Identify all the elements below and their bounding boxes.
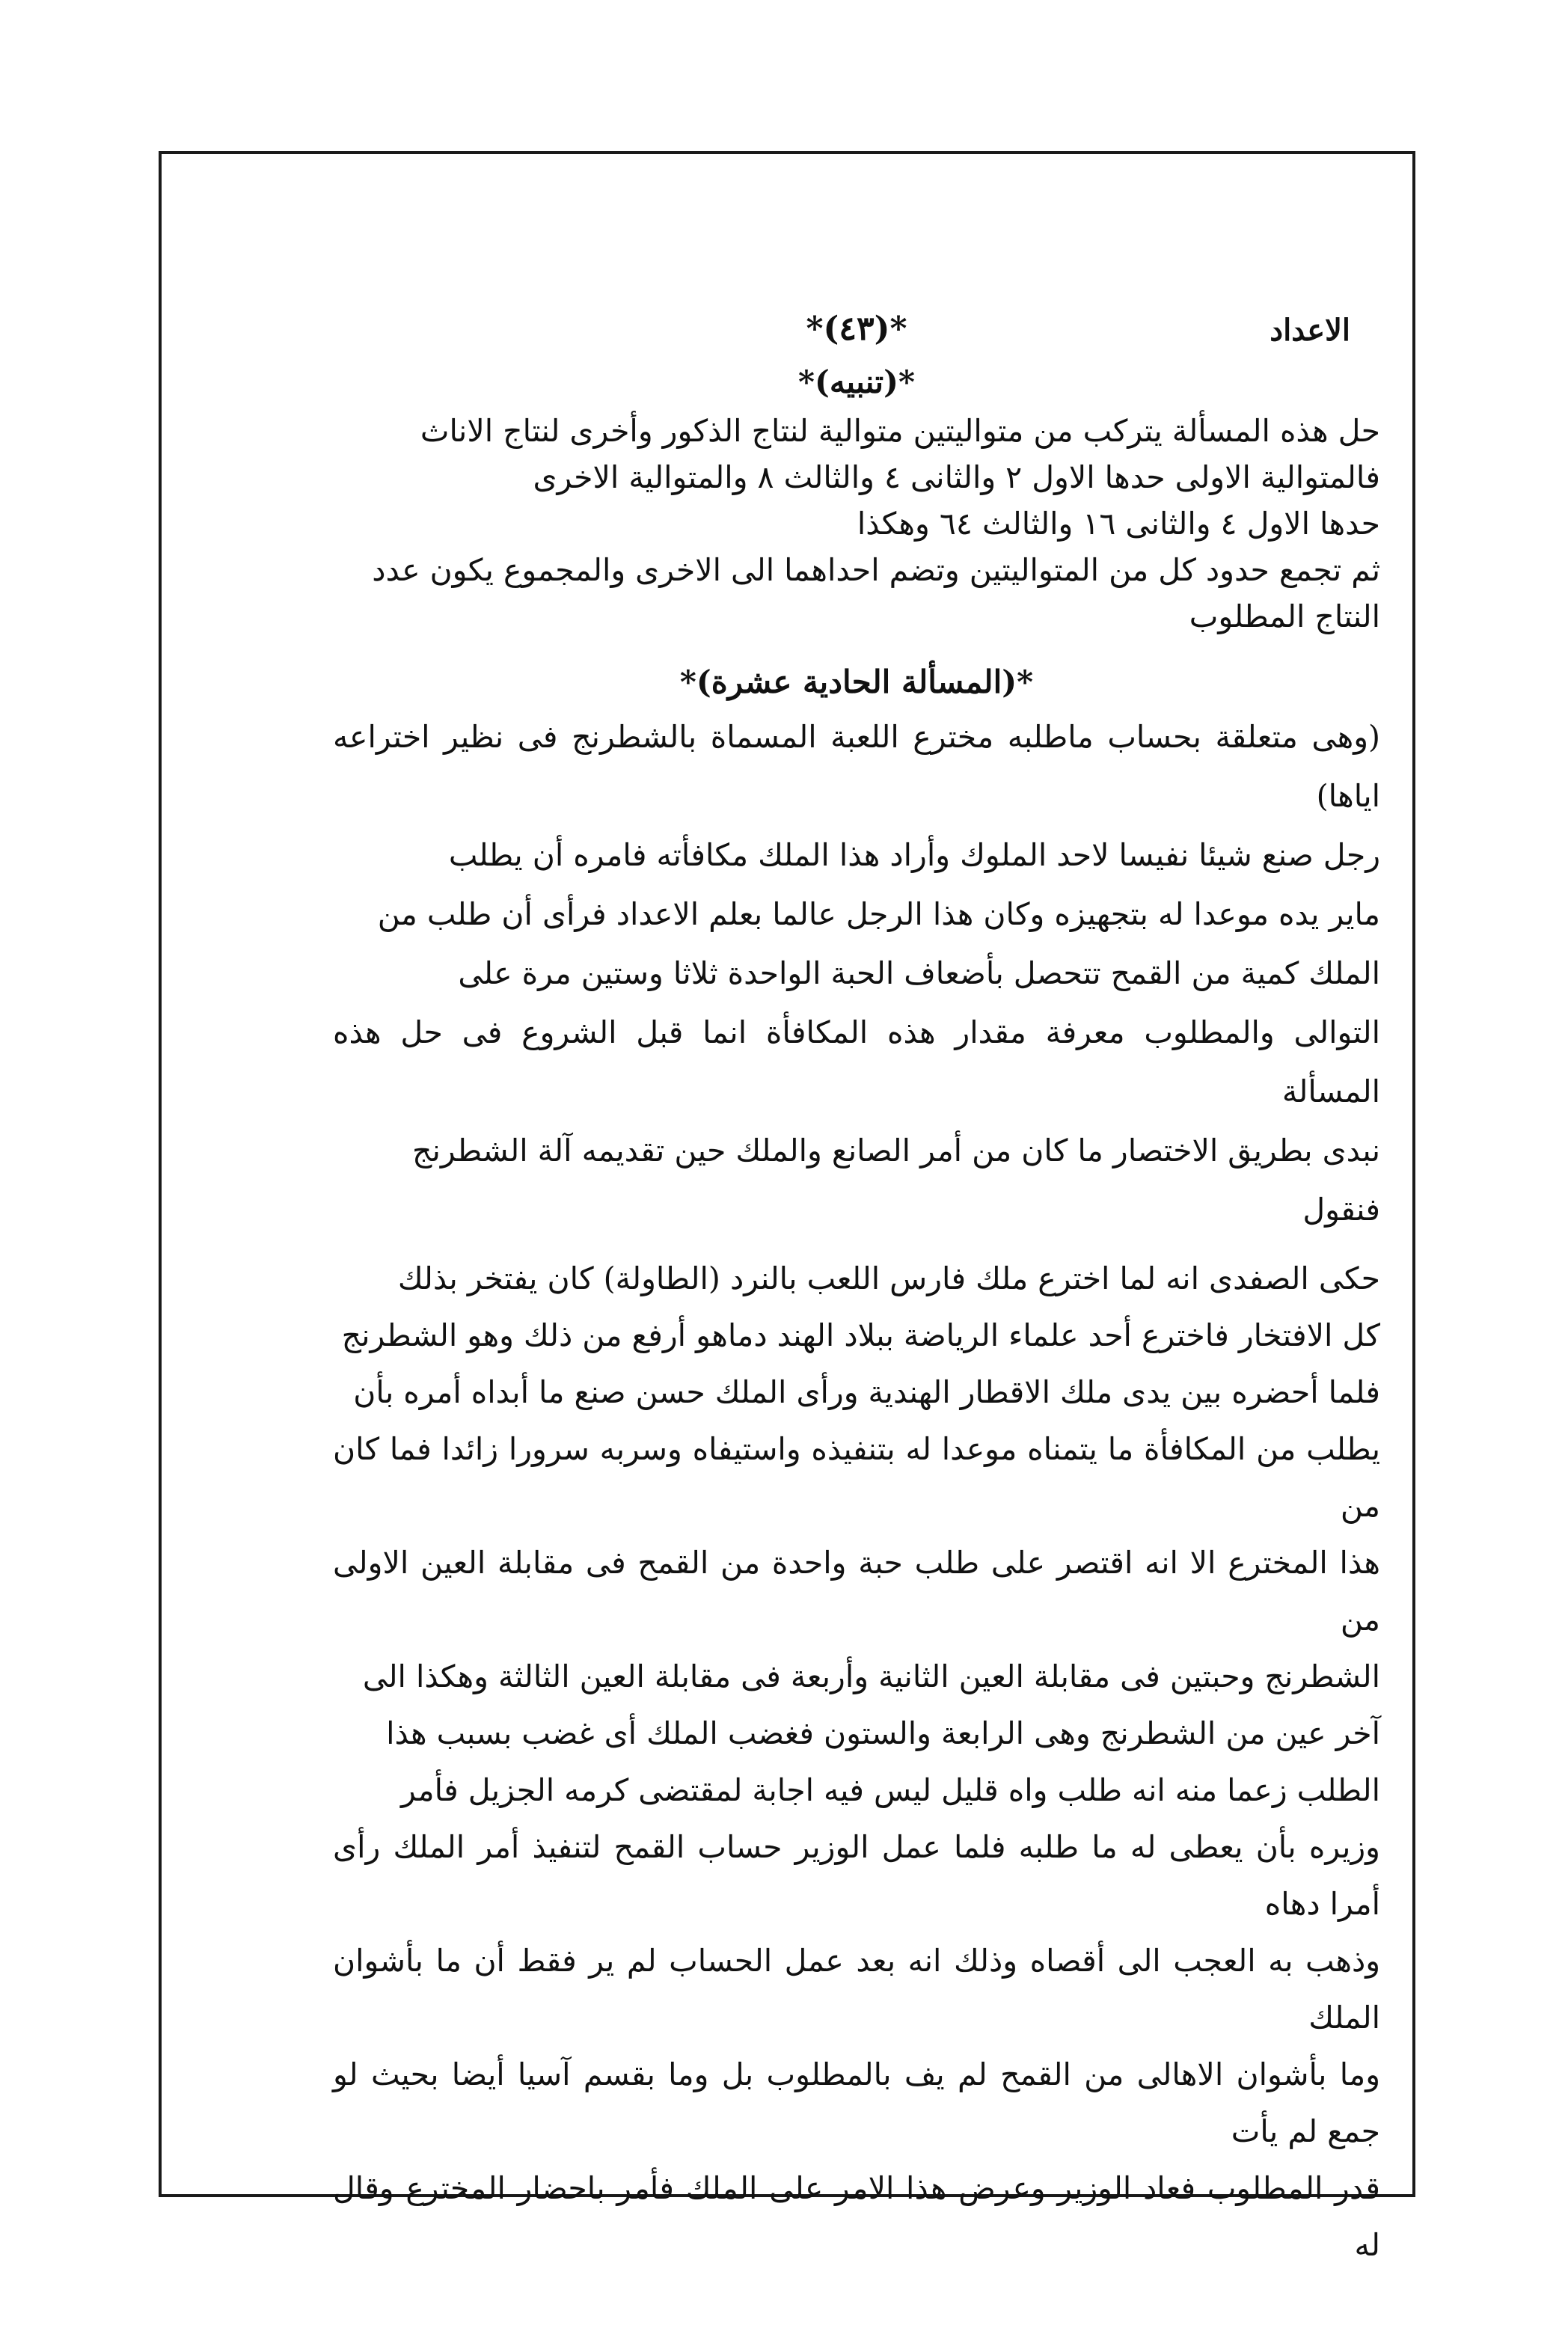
page-header [333, 299, 1380, 359]
text-line: وذهب به العجب الى أقصاه وذلك انه بعد عمل الحساب لم ير فقط أن ما بأشوان الملك [333, 1943, 1380, 2036]
text-line: قدر المطلوب فعاد الوزير وعرض هذا الامر على الملك فأمر باحضار المخترع وقال له [333, 2170, 1380, 2263]
running-title: الاعداد [1270, 313, 1350, 348]
text-line: وما بأشوان الاهالى من القمح لم يف بالمطلوب بل وما بقسم آسيا أيضا بحيث لو جمع لم يأت [333, 2056, 1380, 2149]
text-line: ثم تجمع حدود كل من المتواليتين وتضم احداهما الى الاخرى والمجموع يكون عدد [372, 552, 1380, 588]
text-line: النتاج المطلوب [1189, 598, 1380, 634]
text-line: حدها الاول ٤ والثانى ١٦ والثالث ٦٤ وهكذا [857, 506, 1380, 542]
problem-heading: *(المسألة الحادية عشرة)* [679, 664, 1034, 700]
note-heading: *(تنبيه)* [798, 364, 915, 400]
text-line: يطلب من المكافأة ما يتمناه موعدا له بتنفيذه واستيفاه وسربه سرورا زائدا فما كان من [333, 1431, 1380, 1524]
page-number: *(٤٣)* [806, 310, 907, 348]
text-line: الطلب زعما منه انه طلب واه قليل ليس فيه اجابة لمقتضى كرمه الجزيل فأمر [401, 1772, 1380, 1808]
text-line: حل هذه المسألة يتركب من متواليتين متوالية لنتاج الذكور وأخرى لنتاج الاناث [420, 413, 1380, 449]
text-line: حكى الصفدى انه لما اخترع ملك فارس اللعب بالنرد (الطاولة) كان يفتخر بذلك [397, 1261, 1380, 1296]
text-line: (وهى متعلقة بحساب ماطلبه مخترع اللعبة المسماة بالشطرنج فى نظير اختراعه اياها) [333, 719, 1381, 814]
text-line: الملك كمية من القمح تتحصل بأضعاف الحبة الواحدة ثلاثا وستين مرة على [458, 955, 1380, 991]
text-line: التوالى والمطلوب معرفة مقدار هذه المكافأة انما قبل الشروع فى حل هذه المسألة [333, 1014, 1380, 1109]
text-line: فلما أحضره بين يدى ملك الاقطار الهندية ورأى الملك حسن صنع ما أبداه أمره بأن [353, 1374, 1380, 1410]
text-line: آخر عين من الشطرنج وهى الرابعة والستون فغضب الملك أى غضب بسبب هذا [386, 1715, 1380, 1751]
text-line: رجل صنع شيئا نفيسا لاحد الملوك وأراد هذا الملك مكافأته فامره أن يطلب [448, 837, 1380, 873]
text-line: نبدى بطريق الاختصار ما كان من أمر الصانع والملك حين تقديمه آلة الشطرنج [412, 1133, 1380, 1169]
note-paragraph [333, 408, 1380, 640]
text-line: وزيره بأن يعطى له ما طلبه فلما عمل الوزير حساب القمح لتنفيذ أمر الملك رأى أمرا دهاه [333, 1829, 1380, 1922]
text-line: فنقول [1302, 1192, 1380, 1228]
page-text [333, 299, 1380, 2276]
problem-paragraph [333, 708, 1380, 1240]
story-paragraph [333, 1250, 1380, 2273]
text-line: ماير يده موعدا له بتجهيزه وكان هذا الرجل عالما بعلم الاعداد فرأى أن طلب من [377, 896, 1380, 932]
text-line: كل الافتخار فاخترع أحد علماء الرياضة ببلاد الهند دماهو أرفع من ذلك وهو الشطرنج [341, 1317, 1380, 1353]
text-line: هذا المخترع الا انه اقتصر على طلب حبة واحدة من القمح فى مقابلة العين الاولى من [333, 1545, 1380, 1638]
text-line: فالمتوالية الاولى حدها الاول ٢ والثانى ٤ والثالث ٨ والمتوالية الاخرى [533, 459, 1380, 495]
text-line: الشطرنج وحبتين فى مقابلة العين الثانية وأربعة فى مقابلة العين الثالثة وهكذا الى [362, 1659, 1380, 1694]
